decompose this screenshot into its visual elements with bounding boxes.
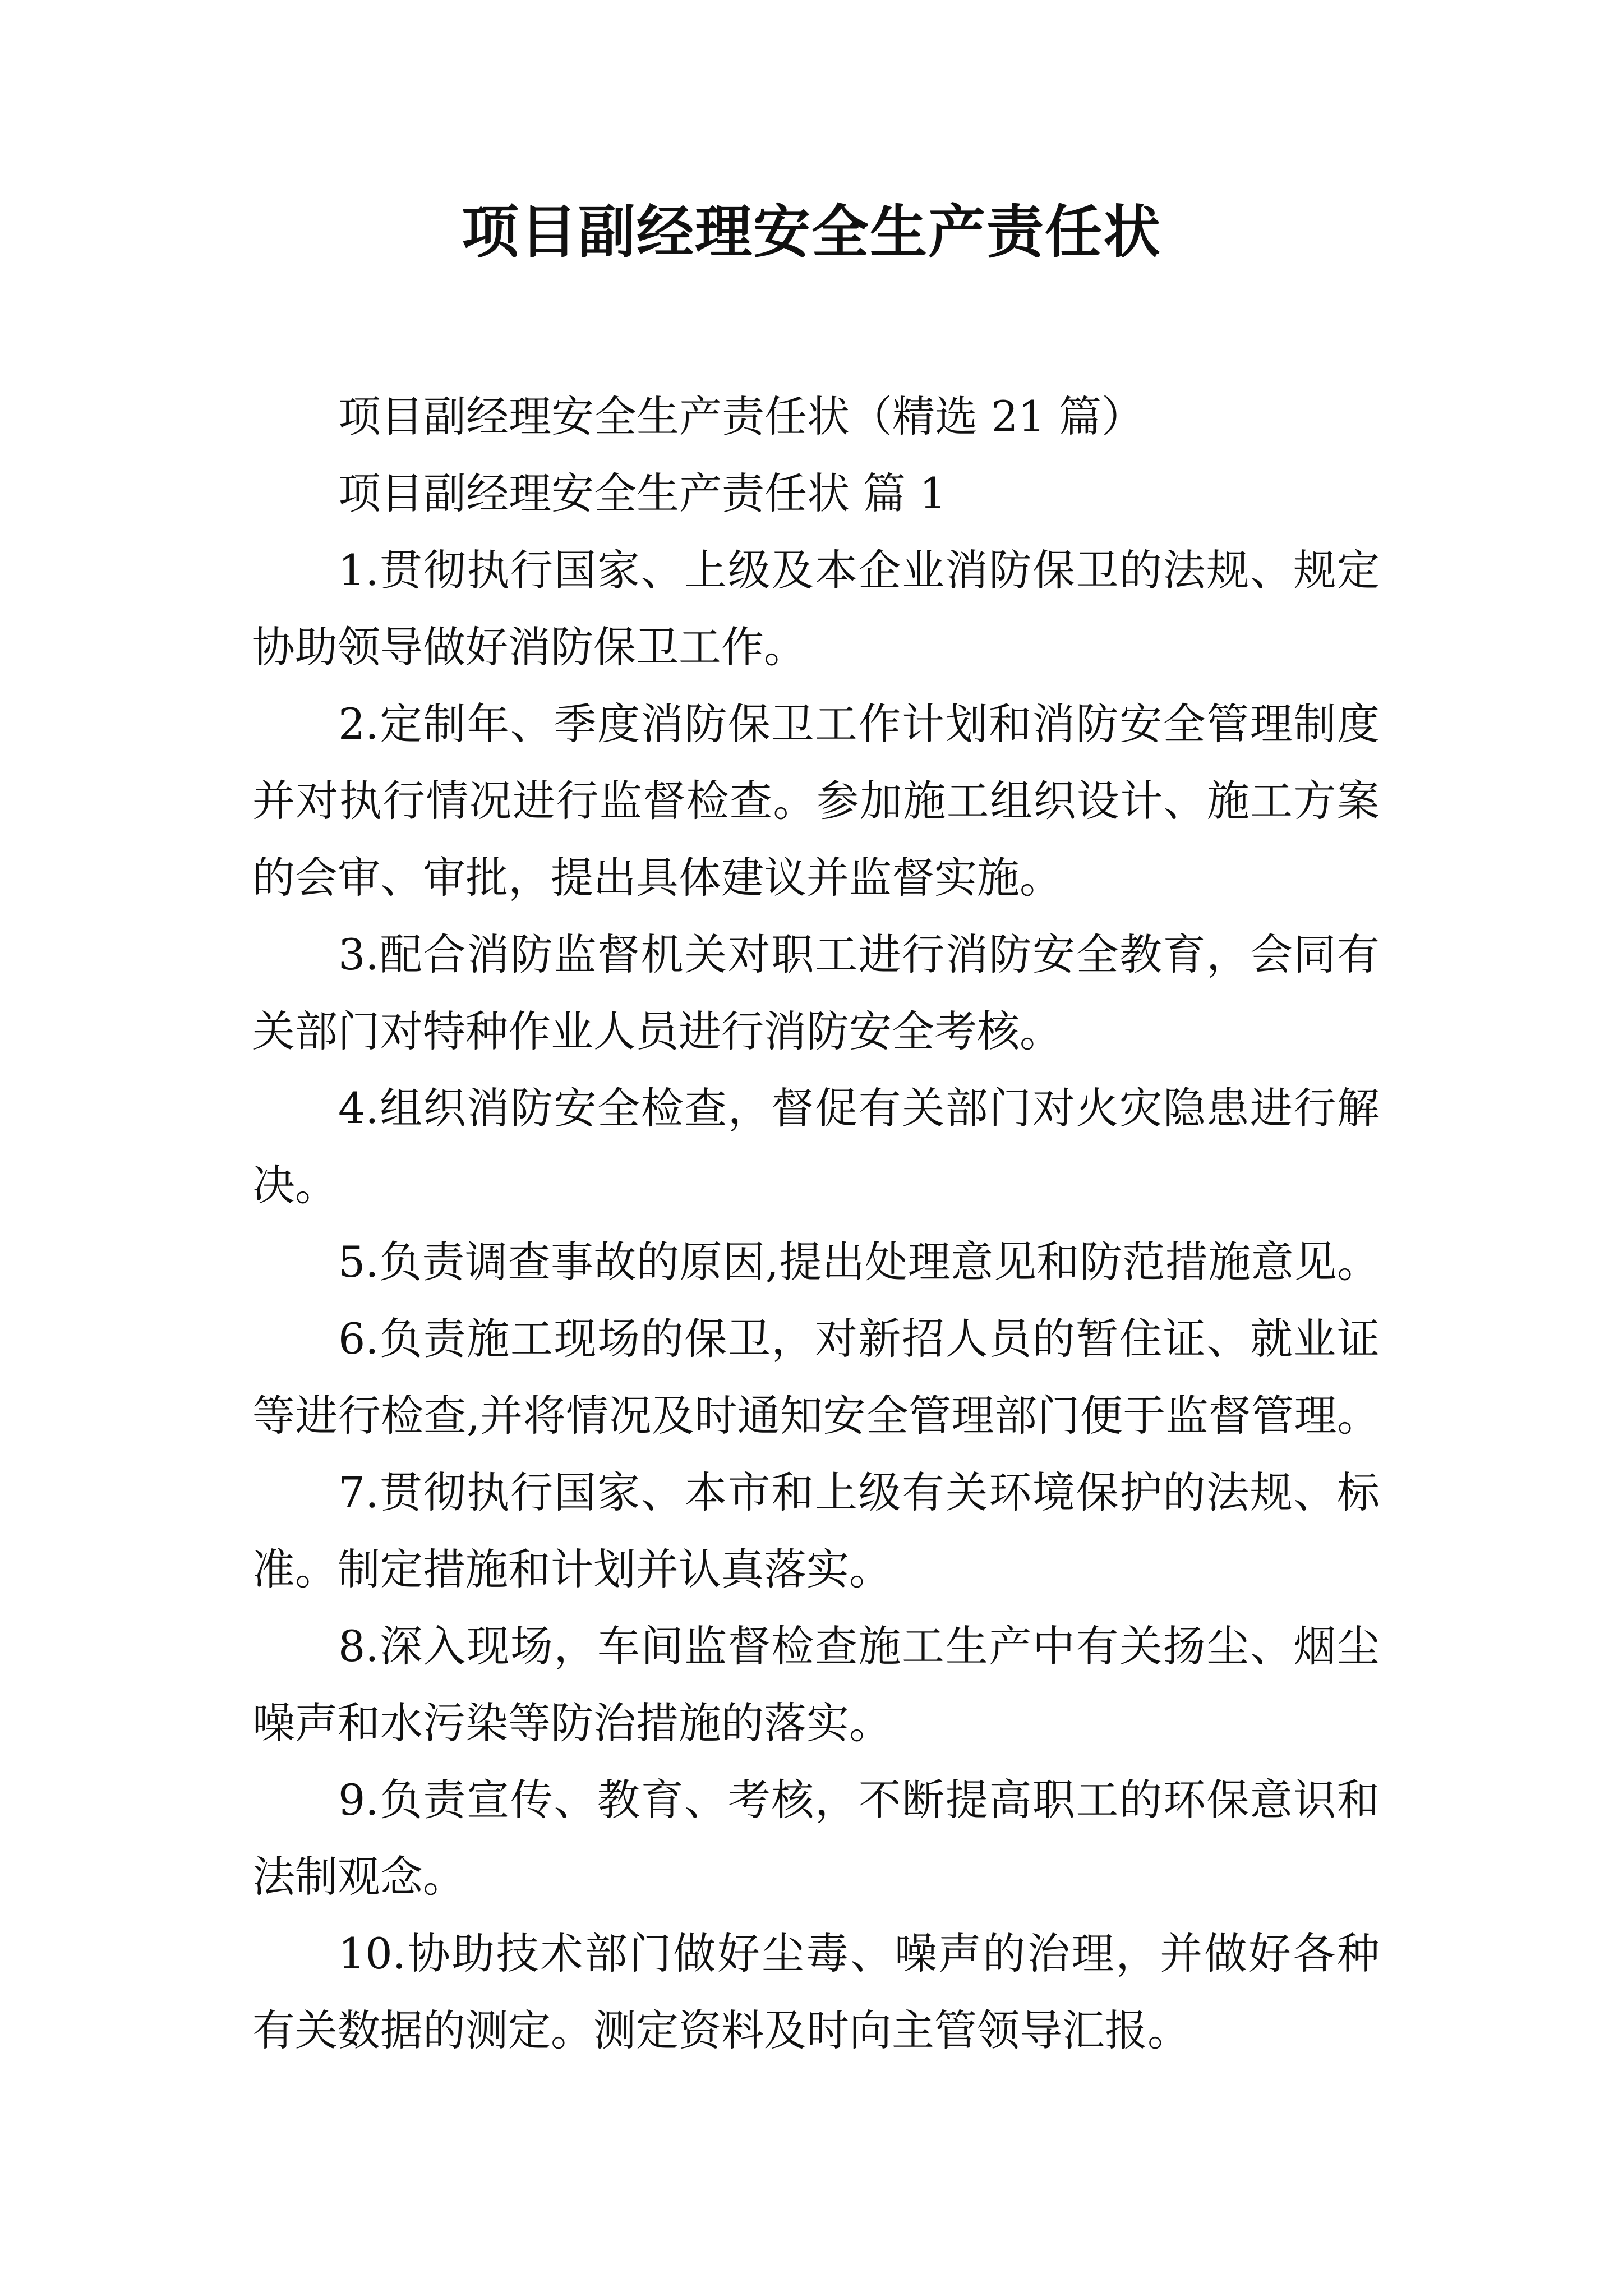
paragraph-line: 4.组织消防安全检查，督促有关部门对火灾隐患进行解 <box>338 1083 1380 1133</box>
paragraph-line: 关部门对特种作业人员进行消防安全考核。 <box>252 1006 1062 1056</box>
paragraph-line: 5.负责调查事故的原因,提出处理意见和防范措施意见。 <box>338 1237 1380 1287</box>
paragraph-line: 7.贯彻执行国家、本市和上级有关环境保护的法规、标 <box>338 1467 1380 1517</box>
paragraph-line: 准。制定措施和计划并认真落实。 <box>252 1544 892 1594</box>
paragraph-line: 8.深入现场，车间监督检查施工生产中有关扬尘、烟尘 <box>338 1621 1380 1671</box>
paragraph-line: 1.贯彻执行国家、上级及本企业消防保卫的法规、规定 <box>338 545 1380 595</box>
paragraph-line: 3.配合消防监督机关对职工进行消防安全教育，会同有 <box>338 930 1380 979</box>
section-heading: 项目副经理安全生产责任状 篇 1 <box>338 468 947 518</box>
paragraph-line: 的会审、审批，提出具体建议并监督实施。 <box>252 853 1062 903</box>
paragraph-line: 法制观念。 <box>252 1852 465 1902</box>
paragraph-line: 6.负责施工现场的保卫，对新招人员的暂住证、就业证 <box>338 1314 1380 1364</box>
paragraph-line: 等进行检查,并将情况及时通知安全管理部门便于监督管理。 <box>252 1391 1380 1441</box>
paragraph-line: 9.负责宣传、教育、考核，不断提高职工的环保意识和 <box>338 1775 1380 1825</box>
paragraph-line: 有关数据的测定。测定资料及时向主管领导汇报。 <box>252 2005 1190 2055</box>
document-title: 项目副经理安全生产责任状 <box>462 199 1161 266</box>
paragraph-line: 协助领导做好消防保卫工作。 <box>252 622 806 672</box>
paragraph-line: 决。 <box>252 1160 338 1210</box>
paragraph-line: 并对执行情况进行监督检查。参加施工组织设计、施工方案 <box>252 776 1380 826</box>
paragraph-line: 2.定制年、季度消防保卫工作计划和消防安全管理制度 <box>338 699 1380 749</box>
paragraph-line: 10.协助技术部门做好尘毒、噪声的治理，并做好各种 <box>338 1929 1380 1978</box>
paragraph-line: 噪声和水污染等防治措施的落实。 <box>252 1698 892 1748</box>
subtitle-line: 项目副经理安全生产责任状（精选 21 篇） <box>338 392 1145 441</box>
